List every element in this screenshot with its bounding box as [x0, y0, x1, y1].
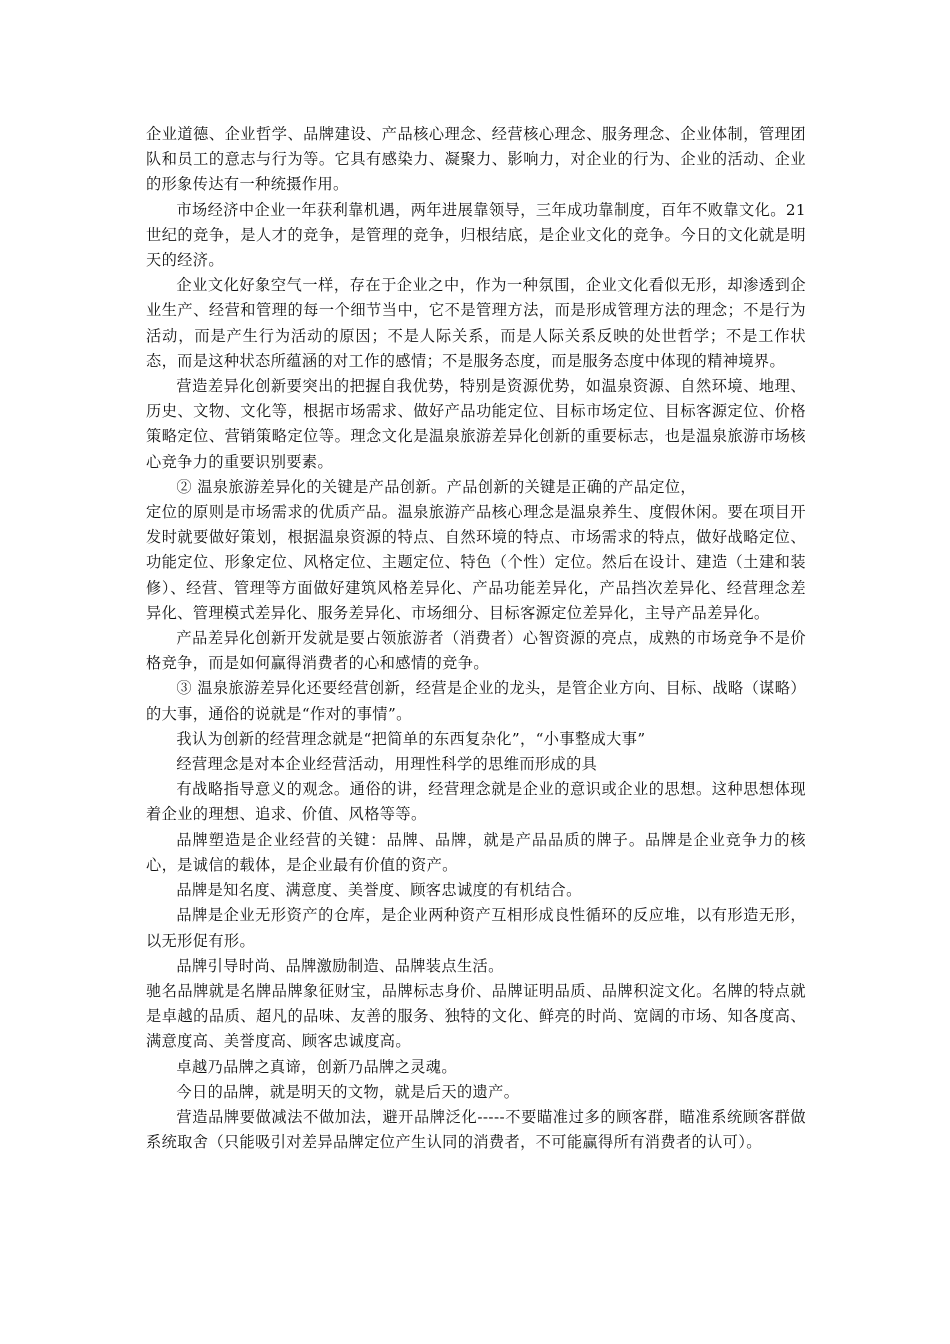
paragraph: 营造差异化创新要突出的把握自我优势，特别是资源优势，如温泉资源、自然环境、地理、历史、文物、文化等，根据市场需求、做好产品功能定位、目标市场定位、目标客源定位、价格策略定位、营销策略定位等。理念文化是温泉旅游差异化创新的重要标志，也是温泉旅游市场核心竞争力的重要识别要素。 — [146, 377, 806, 471]
paragraph: 市场经济中企业一年获利靠机遇，两年进展靠领导，三年成功靠制度，百年不败靠文化。21世纪的竞争，是人才的竞争，是管理的竞争，归根结底，是企业文化的竞争。今日的文化就是明天的经济。 — [146, 200, 806, 270]
paragraph: 品牌塑造是企业经营的关键：品牌、品牌，就是产品品质的牌子。品牌是企业竞争力的核心，是诚信的载体，是企业最有价值的资产。 — [146, 830, 806, 874]
paragraph: 驰名品牌就是名牌品牌象征财宝，品牌标志身价、品牌证明品质、品牌积淀文化。名牌的特点就是卓越的品质、超凡的品味、友善的服务、独特的文化、鲜亮的时尚、宽阔的市场、知各度高、满意度高、美誉度高、顾客忠诚度高。 — [146, 981, 806, 1051]
paragraph: ② 温泉旅游差异化的关键是产品创新。产品创新的关键是正确的产品定位， — [176, 477, 697, 496]
paragraph: 企业道德、企业哲学、品牌建设、产品核心理念、经营核心理念、服务理念、企业体制，管理团队和员工的意志与行为等。它具有感染力、凝聚力、影响力，对企业的行为、企业的活动、企业的形象传达有一种统摄作用。 — [146, 125, 806, 194]
paragraph: 品牌引导时尚、品牌激励制造、品牌装点生活。 — [176, 956, 504, 975]
paragraph: 有战略指导意义的观念。通俗的讲，经营理念就是企业的意识或企业的思想。这种思想体现着企业的理想、追求、价值、风格等等。 — [146, 780, 806, 824]
paragraph: 品牌是企业无形资产的仓库，是企业两种资产互相形成良性循环的反应堆，以有形造无形，以无形促有形。 — [146, 906, 806, 950]
paragraph: 卓越乃品牌之真谛，创新乃品牌之灵魂。 — [176, 1057, 457, 1076]
paragraph: 营造品牌要做减法不做加法，避开品牌泛化-----不要瞄准过多的顾客群，瞄准系统顾客群做系统取舍（只能吸引对差异品牌定位产生认同的消费者，不可能赢得所有消费者的认可）。 — [146, 1107, 806, 1152]
paragraph: 今日的品牌，就是明天的文物，就是后天的遗产。 — [176, 1082, 520, 1101]
paragraph: 产品差异化创新开发就是要占领旅游者（消费者）心智资源的亮点，成熟的市场竞争不是价格竞争，而是如何赢得消费者的心和感情的竞争。 — [146, 629, 806, 673]
paragraph: 企业文化好象空气一样，存在于企业之中，作为一种氛围，企业文化看似无形，却渗透到企业生产、经营和管理的每一个细节当中，它不是管理方法，而是形成管理方法的理念；不是行为活动，而是产生行为活动的原因；不是人际关系，而是人际关系反映的处世哲学；不是工作状态，而是这种状态所蕴涵的对工作的感情；不是服务态度，而是服务态度中体现的精神境界。 — [146, 276, 806, 370]
paragraph: 定位的原则是市场需求的优质产品。温泉旅游产品核心理念是温泉养生、度假休闲。要在项目开发时就要做好策划，根据温泉资源的特点、自然环境的特点、市场需求的特点，做好战略定位、功能定位、形象定位、风格定位、主题定位、特色（个性）定位。然后在设计、建造（土建和装修）、经营、管理等方面做好建筑风格差异化、产品功能差异化，产品挡次差异化、经营理念差异化、管理模式差异化、服务差异化、市场细分、目标客源定位差异化，主导产品差异化。 — [146, 503, 806, 622]
paragraph: 我认为创新的经营理念就是“把简单的东西复杂化”，“小事整成大事” — [176, 729, 646, 748]
paragraph: 品牌是知名度、满意度、美誉度、顾客忠诚度的有机结合。 — [176, 881, 582, 900]
document-body — [146, 122, 806, 1155]
paragraph: 经营理念是对本企业经营活动，用理性科学的思维而形成的具 — [176, 755, 598, 774]
paragraph: ③ 温泉旅游差异化还要经营创新，经营是企业的龙头，是管企业方向、目标、战略（谋略）的大事，通俗的说就是“作对的事情”。 — [146, 679, 806, 723]
